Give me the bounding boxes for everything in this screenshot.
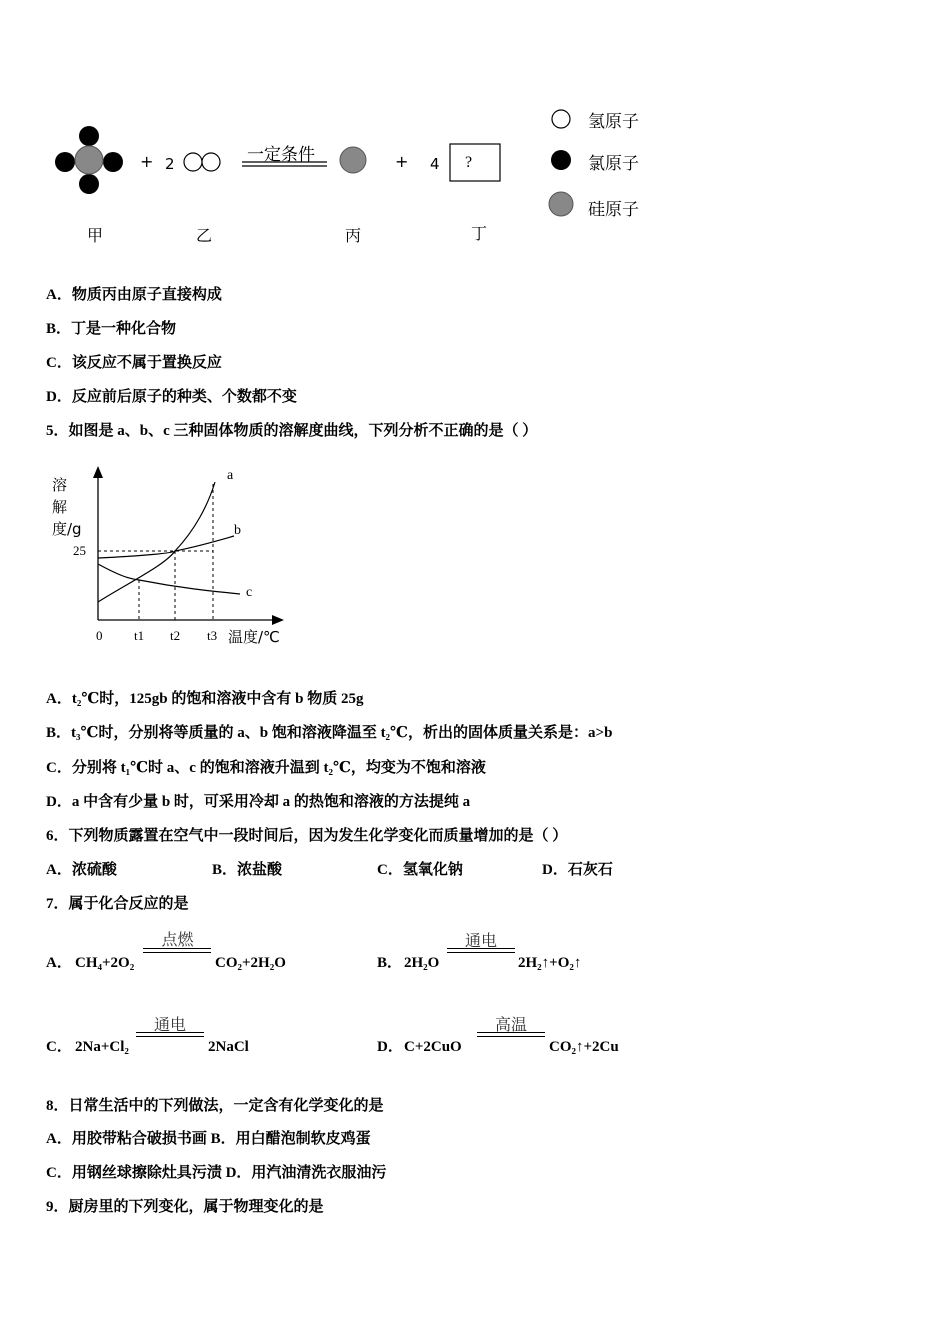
legend-hydrogen-icon — [552, 110, 570, 128]
legend-silicon: 硅原子 — [588, 200, 639, 220]
molecule-jia-cl-right — [103, 152, 123, 172]
molecule-jia-si — [75, 146, 103, 174]
chart-xtick-t2: t2 — [170, 628, 181, 643]
legend-chlorine-icon — [551, 150, 571, 170]
q7c-reactants: 2Na+Cl₂ — [75, 1039, 129, 1055]
chart-x-axis-arrow — [272, 615, 284, 625]
label-jia: 甲 — [87, 226, 104, 245]
q9-stem: 9．厨房里的下列变化，属于物理变化的是 — [46, 1199, 324, 1215]
reaction-molecules — [50, 120, 510, 210]
plus-sign-2: + — [395, 152, 409, 171]
chart-ylabel: 溶解度/g — [52, 476, 82, 538]
q4-option-a: A．物质丙由原子直接构成 — [46, 287, 222, 303]
q6-stem: 6．下列物质露置在空气中一段时间后，因为发生化学变化而质量增加的是（ ） — [46, 828, 568, 844]
q7b-products: 2H₂↑+O₂↑ — [518, 955, 582, 971]
q7a-products: CO₂+2H₂O — [215, 955, 286, 971]
unknown-mark: ? — [465, 154, 473, 171]
plus-sign-1: + — [140, 152, 154, 171]
molecule-bing-si — [340, 147, 366, 173]
q6-option-d: D．石灰石 — [542, 862, 613, 878]
q7c-products: 2NaCl — [208, 1039, 249, 1055]
q4-option-c: C．该反应不属于置换反应 — [46, 355, 222, 371]
q7d-products: CO₂↑+2Cu — [549, 1039, 619, 1055]
q8-stem: 8．日常生活中的下列做法，一定含有化学变化的是 — [46, 1098, 384, 1114]
q8-options-cd: C．用钢丝球擦除灶具污渍 D．用汽油清洗衣服油污 — [46, 1165, 387, 1181]
chart-xtick-t3: t3 — [207, 628, 218, 643]
chart-y-axis-arrow — [93, 466, 103, 478]
q7d-condition: 高温 — [494, 1015, 527, 1034]
q7c-letter: C． — [46, 1039, 72, 1055]
label-yi: 乙 — [196, 226, 213, 245]
series-label-b: b — [234, 523, 241, 538]
legend-chlorine: 氯原子 — [588, 154, 639, 174]
series-label-a: a — [227, 468, 234, 483]
chart-series-a — [98, 482, 215, 602]
q7a-letter: A． — [46, 955, 72, 971]
q7-stem: 7．属于化合反应的是 — [46, 896, 189, 912]
reaction-condition: 一定条件 — [247, 145, 315, 165]
q7a-equals — [143, 948, 211, 953]
molecule-jia-cl-top — [79, 126, 99, 146]
chart-series-b — [98, 536, 234, 558]
chart-xtick-0: 0 — [96, 628, 103, 643]
molecule-yi-h1 — [184, 153, 202, 171]
q7b-condition: 通电 — [464, 931, 497, 950]
coef-ding: 4 — [430, 155, 440, 173]
q7a-reactants: CH₄+2O₂ — [75, 955, 135, 971]
q7d-equals — [477, 1032, 545, 1037]
q7b-reactants: 2H₂O — [404, 955, 440, 971]
q5-option-b: B．t₃℃时，分别将等质量的 a、b 饱和溶液降温至 t₂℃，析出的固体质量关系是：a>b — [46, 725, 613, 741]
chart-ytick-25: 25 — [73, 543, 86, 558]
q7a-condition: 点燃 — [161, 930, 194, 949]
molecule-yi-h2 — [202, 153, 220, 171]
q6-option-c: C．氢氧化钠 — [377, 862, 463, 878]
chart-xlabel: 温度/℃ — [228, 628, 280, 646]
q7b-equals — [447, 948, 515, 953]
label-bing: 丙 — [345, 226, 362, 245]
q6-option-a: A．浓硫酸 — [46, 862, 117, 878]
legend-symbols — [545, 104, 581, 222]
molecule-jia-cl-left — [55, 152, 75, 172]
q4-option-d: D．反应前后原子的种类、个数都不变 — [46, 389, 297, 405]
q8-options-ab: A．用胶带粘合破损书画 B．用白醋泡制软皮鸡蛋 — [46, 1131, 371, 1147]
legend-hydrogen: 氢原子 — [588, 112, 639, 132]
q5-option-a: A．t₂℃时，125gb 的饱和溶液中含有 b 物质 25g — [46, 691, 364, 707]
series-label-c: c — [246, 585, 253, 600]
coef-yi: 2 — [165, 155, 175, 173]
unknown-box — [450, 144, 500, 181]
q7d-letter: D． — [377, 1039, 403, 1055]
q6-option-b: B．浓盐酸 — [212, 862, 283, 878]
q4-option-b: B．丁是一种化合物 — [46, 321, 177, 337]
molecule-jia-cl-bottom — [79, 174, 99, 194]
q7c-condition: 通电 — [153, 1015, 186, 1034]
q7d-reactants: C+2CuO — [404, 1039, 462, 1055]
q7c-equals — [136, 1032, 204, 1037]
q5-option-c: C．分别将 t₁℃时 a、c 的饱和溶液升温到 t₂℃，均变为不饱和溶液 — [46, 760, 486, 776]
label-ding: 丁 — [471, 224, 488, 243]
chart-xtick-t1: t1 — [134, 628, 145, 643]
q5-stem: 5．如图是 a、b、c 三种固体物质的溶解度曲线，下列分析不正确的是（ ） — [46, 423, 538, 439]
legend-silicon-icon — [549, 192, 573, 216]
q5-option-d: D．a 中含有少量 b 时，可采用冷却 a 的热饱和溶液的方法提纯 a — [46, 794, 471, 810]
q7b-letter: B． — [377, 955, 403, 971]
